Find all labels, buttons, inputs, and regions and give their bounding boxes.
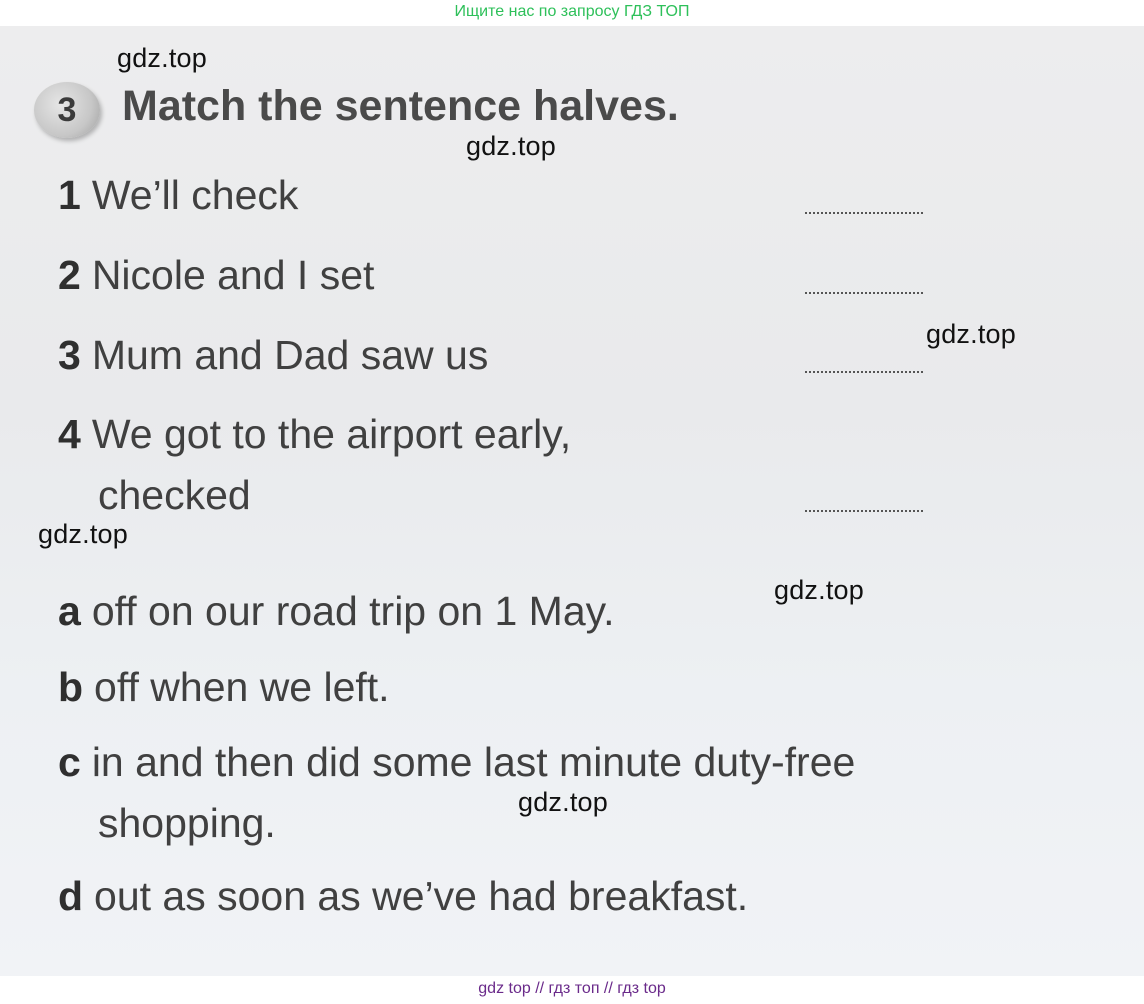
sentence-text: We’ll check <box>91 172 299 218</box>
ending-d <box>58 873 748 920</box>
sentence-4-continued: checked <box>98 472 251 518</box>
watermark: gdz.top <box>117 43 207 73</box>
watermark: gdz.top <box>466 131 556 161</box>
sentence-text: We got to the airport early, <box>91 411 572 457</box>
sentence-number: 2 <box>58 252 81 298</box>
ending-letter: c <box>58 739 81 785</box>
footer-links: gdz top // гдз топ // гдз top <box>478 980 666 997</box>
sentence-number: 4 <box>58 411 81 457</box>
ending-text: off on our road trip on 1 May. <box>91 588 615 634</box>
top-banner: Ищите нас по запросу ГДЗ ТОП <box>454 3 690 20</box>
ending-text: off when we left. <box>94 664 390 710</box>
ending-letter: a <box>58 588 81 634</box>
watermark: gdz.top <box>774 575 864 605</box>
ending-text: out as soon as we’ve had breakfast. <box>94 873 749 919</box>
sentence-2 <box>58 252 374 299</box>
ending-letter: d <box>58 873 84 919</box>
ending-a <box>58 588 614 635</box>
sentence-3 <box>58 332 488 379</box>
answer-blank-3[interactable] <box>805 371 923 373</box>
exercise-title: Match the sentence halves. <box>122 82 679 130</box>
sentence-4 <box>58 411 571 458</box>
answer-blank-2[interactable] <box>805 292 923 294</box>
watermark: gdz.top <box>518 787 608 817</box>
sentence-1 <box>58 172 298 219</box>
ending-text: in and then did some last minute duty-free <box>91 739 856 785</box>
watermark: gdz.top <box>926 319 1016 349</box>
ending-b <box>58 664 390 711</box>
ending-c-continued: shopping. <box>98 800 276 846</box>
ending-c <box>58 739 855 786</box>
sentence-text: Nicole and I set <box>91 252 375 298</box>
bleed-through-text <box>0 146 35 298</box>
exercise-number-badge: 3 <box>34 82 100 138</box>
sentence-number: 1 <box>58 172 81 218</box>
answer-blank-4[interactable] <box>805 510 923 512</box>
answer-blank-1[interactable] <box>805 212 923 214</box>
ending-letter: b <box>58 664 84 710</box>
sentence-text: Mum and Dad saw us <box>91 332 489 378</box>
sentence-number: 3 <box>58 332 81 378</box>
watermark: gdz.top <box>38 519 128 549</box>
